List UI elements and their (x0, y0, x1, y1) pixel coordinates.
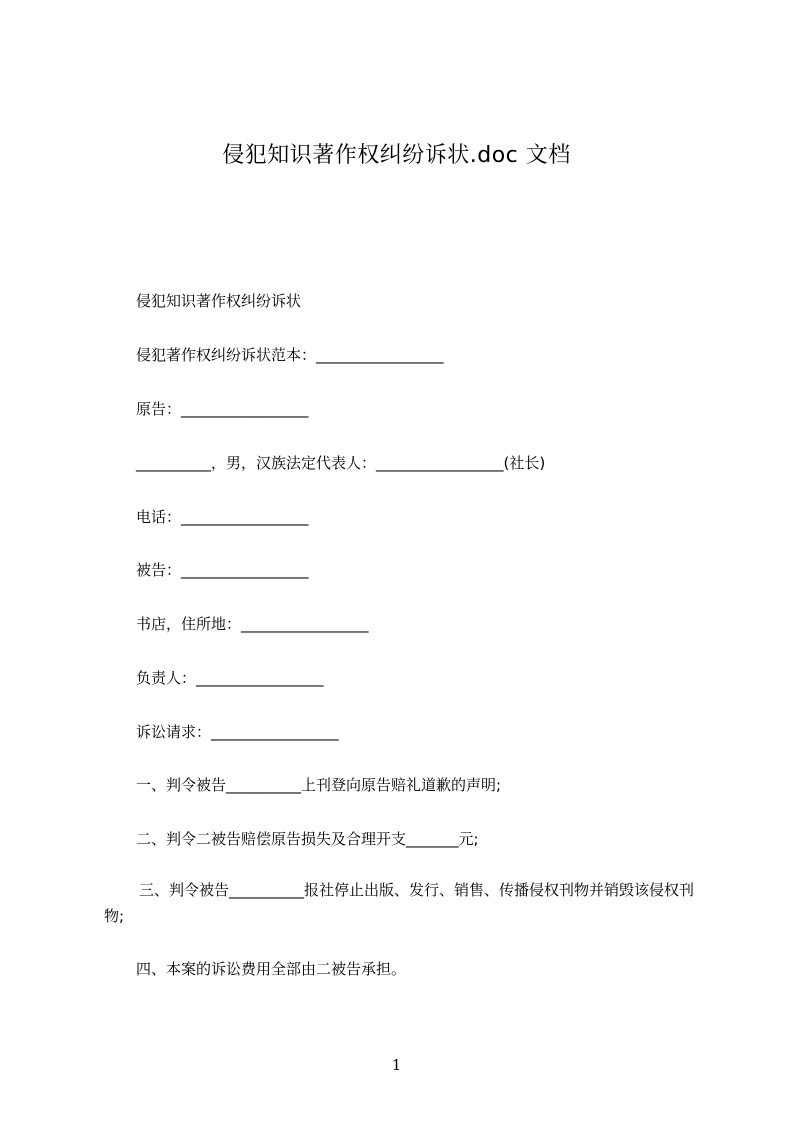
paragraph-claims: 诉讼请求：_________________ (136, 723, 339, 741)
paragraph-claim-3: 三、判令被告__________报社停止出版、发行、销售、传播侵权刊物并销毁该侵权刊物; (104, 881, 695, 925)
paragraph-phone: 电话：_________________ (136, 508, 309, 526)
document-title: 侵犯知识著作权纠纷诉状.doc 文档 (222, 143, 571, 168)
page-number: 1 (391, 1056, 402, 1074)
paragraph-representative: __________，男，汉族法定代表人：_________________(社长) (136, 454, 546, 472)
paragraph-heading: 侵犯知识著作权纠纷诉状 (136, 292, 302, 310)
paragraph-responsible-person: 负责人：_________________ (136, 669, 324, 687)
paragraph-template-line: 侵犯著作权纠纷诉状范本：_________________ (136, 346, 444, 364)
paragraph-claim-1: 一、判令被告__________上刊登向原告赔礼道歉的声明; (136, 776, 502, 794)
paragraph-claim-2: 二、判令二被告赔偿原告损失及合理开支_______元; (136, 830, 479, 848)
paragraph-bookstore-address: 书店，住所地：_________________ (136, 615, 369, 633)
paragraph-plaintiff: 原告：_________________ (136, 400, 309, 418)
paragraph-defendant: 被告：_________________ (136, 561, 309, 579)
paragraph-claim-4: 四、本案的诉讼费用全部由二被告承担。 (136, 960, 407, 978)
